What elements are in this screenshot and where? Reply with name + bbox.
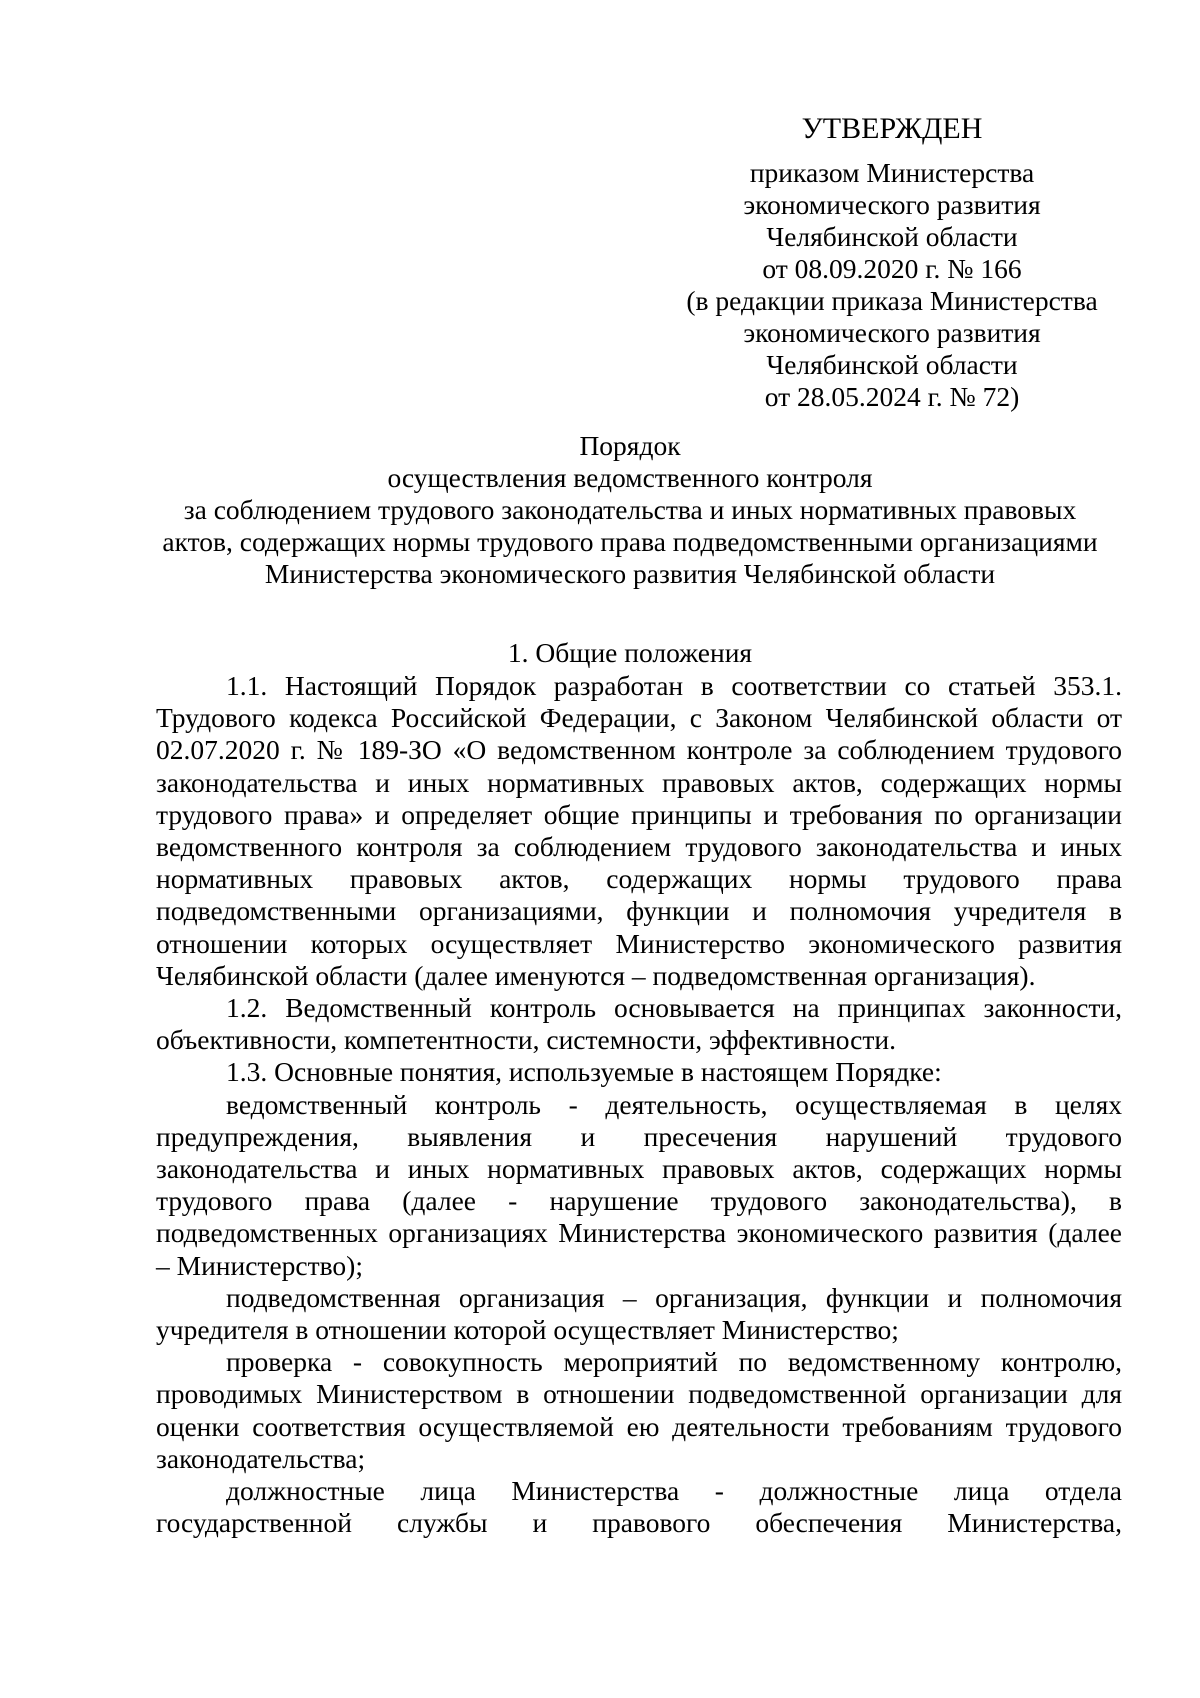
document-title (150, 430, 1110, 590)
approval-line: экономического развития (743, 189, 1041, 220)
approval-line: от 08.09.2020 г. № 166 (762, 253, 1022, 284)
section-body (156, 670, 1122, 1539)
paragraph-1-3: 1.3. Основные понятия, используемые в настоящем Порядке: (226, 1056, 942, 1088)
approval-stamp (662, 113, 1122, 413)
definition-departmental-control: ведомственный контроль - деятельность, осуществляемая в целях предупреждения, выявления и пресечения нарушений трудового законодательства и иных нормативных правовых актов, содержащих нормы трудового права (далее - нарушение трудового законодательства), в подведомственных организациях Министерства экономического развития (далее – Министерство); (156, 1088, 1122, 1281)
approval-line: Челябинской области (766, 349, 1018, 380)
approval-title: УТВЕРЖДЕН (801, 112, 983, 145)
approval-line: Челябинской области (766, 221, 1018, 252)
approval-line: от 28.05.2024 г. № 72) (764, 381, 1020, 412)
definition-inspection: проверка - совокупность мероприятий по ведомственному контролю, проводимых Министерством в отношении подведомственной организации для оценки соответствия осуществляемой ею деятельности требованиям трудового законодательства; (156, 1346, 1122, 1474)
document-title-line: Порядок (579, 430, 681, 461)
document-title-line: осуществления ведомственного контроля (387, 462, 873, 493)
document-title-line: актов, содержащих нормы трудового права подведомственными организациями (162, 526, 1098, 557)
document-title-line: за соблюдением трудового законодательства и иных нормативных правовых (183, 494, 1077, 525)
document-title-line: Министерства экономического развития Челябинской области (264, 558, 996, 589)
approval-line: (в редакции приказа Министерства (686, 285, 1098, 316)
paragraph-1-1: 1.1. Настоящий Порядок разработан в соответствии со статьей 353.1. Трудового кодекса Российской Федерации, с Законом Челябинской области от 02.07.2020 г. № 189-ЗО «О ведомственном контроле за соблюдением трудового законодательства и иных нормативных правовых актов, содержащих нормы трудового права» и определяет общие принципы и требования по организации ведомственного контроля за соблюдением трудового законодательства и иных нормативных правовых актов, содержащих нормы трудового права подведомственными организациями, функции и полномочия учредителя в отношении которых осуществляет Министерство экономического развития Челябинской области (далее именуются – подведомственная организация). (156, 670, 1122, 991)
approval-line: экономического развития (743, 317, 1041, 348)
approval-line: приказом Министерства (749, 157, 1035, 188)
section-heading: 1. Общие положения (507, 637, 753, 668)
definition-subordinate-organization: подведомственная организация – организация, функции и полномочия учредителя в отношении которой осуществляет Министерство; (156, 1281, 1122, 1346)
paragraph-1-2: 1.2. Ведомственный контроль основывается на принципах законности, объективности, компетентности, системности, эффективности. (156, 992, 1122, 1056)
definition-officials: должностные лица Министерства - должностные лица отдела государственной службы и правового обеспечения Министерства, (156, 1475, 1122, 1539)
